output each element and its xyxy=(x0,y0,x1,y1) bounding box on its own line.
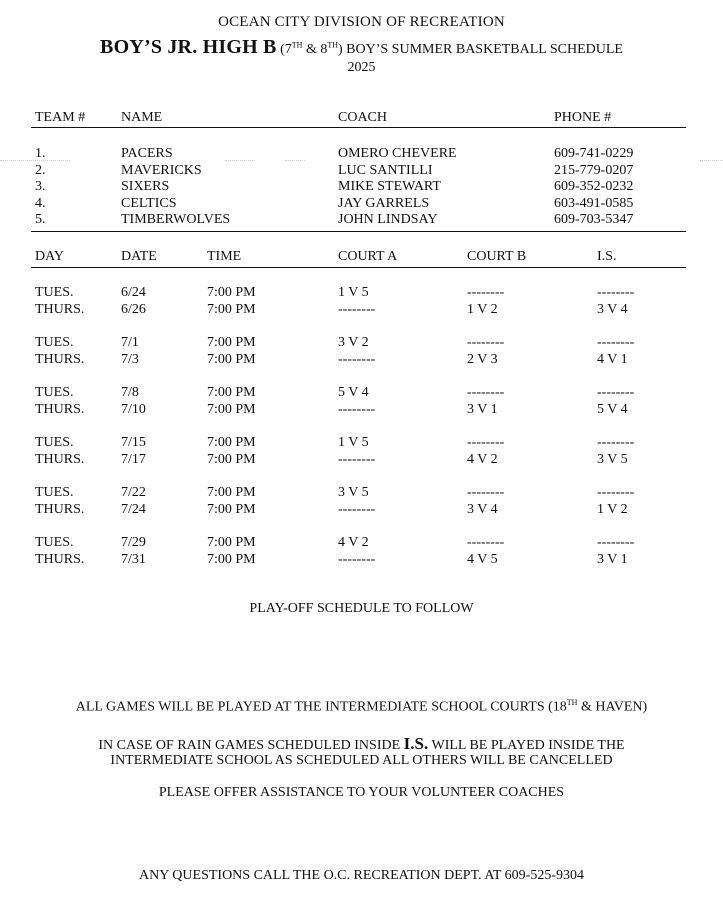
court-b-matchup: 4 V 2 xyxy=(467,452,498,467)
game-time: 7:00 PM xyxy=(207,435,256,450)
is-matchup: 5 V 4 xyxy=(597,402,628,417)
is-matchup: -------- xyxy=(597,435,635,450)
game-time: 7:00 PM xyxy=(207,402,256,417)
team-number: 3. xyxy=(35,179,46,194)
team-name: SIXERS xyxy=(121,179,170,194)
is-matchup: -------- xyxy=(597,285,635,300)
court-a-matchup: -------- xyxy=(338,352,376,367)
schedule-header-time: TIME xyxy=(207,249,242,264)
team-coach: MIKE STEWART xyxy=(338,179,441,194)
court-a-matchup: -------- xyxy=(338,552,376,567)
game-time: 7:00 PM xyxy=(207,502,256,517)
court-b-matchup: -------- xyxy=(467,285,505,300)
is-matchup: 3 V 1 xyxy=(597,552,628,567)
team-phone: 609-703-5347 xyxy=(554,212,634,227)
title-grades: (7TH & 8TH) BOY’S SUMMER BASKETBALL SCHEDULE xyxy=(280,40,623,57)
court-a-matchup: 3 V 5 xyxy=(338,485,369,500)
organization-name: OCEAN CITY DIVISION OF RECREATION xyxy=(218,14,505,30)
court-a-matchup: -------- xyxy=(338,402,376,417)
team-name: TIMBERWOLVES xyxy=(121,212,231,227)
team-coach: JOHN LINDSAY xyxy=(338,212,438,227)
court-a-matchup: -------- xyxy=(338,452,376,467)
court-a-matchup: -------- xyxy=(338,502,376,517)
game-date: 6/24 xyxy=(121,285,146,300)
scan-dots xyxy=(285,160,305,162)
team-number: 1. xyxy=(35,146,46,161)
questions-note: ANY QUESTIONS CALL THE O.C. RECREATION DEPT. AT 609-525-9304 xyxy=(138,868,584,883)
game-date: 7/31 xyxy=(121,552,146,567)
schedule-header-day: DAY xyxy=(35,249,65,264)
is-matchup: -------- xyxy=(597,535,635,550)
game-day: TUES. xyxy=(35,385,74,400)
team-name: CELTICS xyxy=(121,195,177,211)
teams-header-coach: COACH xyxy=(338,110,388,125)
schedule-header-rule xyxy=(31,267,686,268)
team-number: 2. xyxy=(35,162,46,178)
game-date: 7/24 xyxy=(121,502,146,517)
game-time: 7:00 PM xyxy=(207,552,256,567)
team-number: 5. xyxy=(35,212,46,227)
game-day: THURS. xyxy=(35,552,85,567)
court-b-matchup: -------- xyxy=(467,335,505,350)
title-bold: BOY’S JR. HIGH B xyxy=(100,36,277,58)
game-time: 7:00 PM xyxy=(207,302,256,317)
game-time: 7:00 PM xyxy=(207,485,256,500)
game-time: 7:00 PM xyxy=(207,385,256,400)
courts-note: ALL GAMES WILL BE PLAYED AT THE INTERMEDIATE SCHOOL COURTS (18TH & HAVEN) xyxy=(75,698,648,715)
game-date: 7/1 xyxy=(121,335,139,350)
game-day: TUES. xyxy=(35,335,74,350)
court-b-matchup: -------- xyxy=(467,385,505,400)
court-a-matchup: 5 V 4 xyxy=(338,385,369,400)
court-b-matchup: -------- xyxy=(467,485,505,500)
team-coach: JAY GARRELS xyxy=(338,195,430,211)
team-phone: 609-352-0232 xyxy=(554,179,634,194)
is-matchup: 3 V 5 xyxy=(597,452,628,467)
schedule-header-is: I.S. xyxy=(597,249,617,264)
team-name: MAVERICKS xyxy=(121,162,202,178)
game-date: 6/26 xyxy=(121,302,146,317)
teams-bottom-rule xyxy=(31,231,686,232)
teams-header-phone: PHONE # xyxy=(554,110,612,125)
team-phone: 603-491-0585 xyxy=(554,195,634,211)
rain-note-line2: INTERMEDIATE SCHOOL AS SCHEDULED ALL OTHERS WILL BE CANCELLED xyxy=(110,753,613,768)
team-coach: LUC SANTILLI xyxy=(338,162,433,178)
game-day: TUES. xyxy=(35,435,74,450)
game-date: 7/29 xyxy=(121,535,146,550)
team-name: PACERS xyxy=(121,146,173,161)
game-day: THURS. xyxy=(35,502,85,517)
court-a-matchup: -------- xyxy=(338,302,376,317)
game-time: 7:00 PM xyxy=(207,452,256,467)
court-a-matchup: 3 V 2 xyxy=(338,335,369,350)
is-matchup: 3 V 4 xyxy=(597,302,628,317)
court-a-matchup: 4 V 2 xyxy=(338,535,369,550)
schedule-header-date: DATE xyxy=(121,249,157,264)
schedule-title xyxy=(0,36,723,59)
game-date: 7/22 xyxy=(121,485,146,500)
team-phone: 215-779-0207 xyxy=(554,162,634,178)
schedule-header-court-a: COURT A xyxy=(338,249,398,264)
team-coach: OMERO CHEVERE xyxy=(338,146,457,161)
court-b-matchup: 4 V 5 xyxy=(467,552,498,567)
is-matchup: 1 V 2 xyxy=(597,502,628,517)
game-time: 7:00 PM xyxy=(207,535,256,550)
game-day: TUES. xyxy=(35,285,74,300)
schedule-year: 2025 xyxy=(347,60,376,75)
scan-dots xyxy=(700,160,723,162)
court-a-matchup: 1 V 5 xyxy=(338,285,369,300)
game-day: TUES. xyxy=(35,485,74,500)
is-matchup: -------- xyxy=(597,385,635,400)
game-date: 7/3 xyxy=(121,352,139,367)
teams-header-rule xyxy=(31,127,686,128)
schedule-header-court-b: COURT B xyxy=(467,249,527,264)
game-date: 7/15 xyxy=(121,435,146,450)
game-date: 7/10 xyxy=(121,402,146,417)
team-number: 4. xyxy=(35,195,46,211)
assistance-note: PLEASE OFFER ASSISTANCE TO YOUR VOLUNTEER COACHES xyxy=(158,785,565,800)
court-b-matchup: 3 V 1 xyxy=(467,402,498,417)
game-date: 7/8 xyxy=(121,385,139,400)
is-matchup: -------- xyxy=(597,335,635,350)
is-matchup: -------- xyxy=(597,485,635,500)
game-time: 7:00 PM xyxy=(207,352,256,367)
game-day: THURS. xyxy=(35,302,85,317)
rain-note-line1: IN CASE OF RAIN GAMES SCHEDULED INSIDE I.S. WILL BE PLAYED INSIDE THE xyxy=(98,734,625,753)
game-day: THURS. xyxy=(35,402,85,417)
game-day: THURS. xyxy=(35,352,85,367)
team-phone: 609-741-0229 xyxy=(554,146,634,161)
court-b-matchup: -------- xyxy=(467,535,505,550)
game-date: 7/17 xyxy=(121,452,146,467)
game-day: THURS. xyxy=(35,452,85,467)
teams-header-name: NAME xyxy=(121,110,163,125)
game-time: 7:00 PM xyxy=(207,335,256,350)
teams-header-team: TEAM # xyxy=(35,110,86,125)
is-matchup: 4 V 1 xyxy=(597,352,628,367)
court-a-matchup: 1 V 5 xyxy=(338,435,369,450)
scan-dots xyxy=(225,160,255,162)
playoff-note: PLAY-OFF SCHEDULE TO FOLLOW xyxy=(249,601,474,616)
game-day: TUES. xyxy=(35,535,74,550)
court-b-matchup: -------- xyxy=(467,435,505,450)
court-b-matchup: 1 V 2 xyxy=(467,302,498,317)
court-b-matchup: 2 V 3 xyxy=(467,352,498,367)
court-b-matchup: 3 V 4 xyxy=(467,502,498,517)
game-time: 7:00 PM xyxy=(207,285,256,300)
